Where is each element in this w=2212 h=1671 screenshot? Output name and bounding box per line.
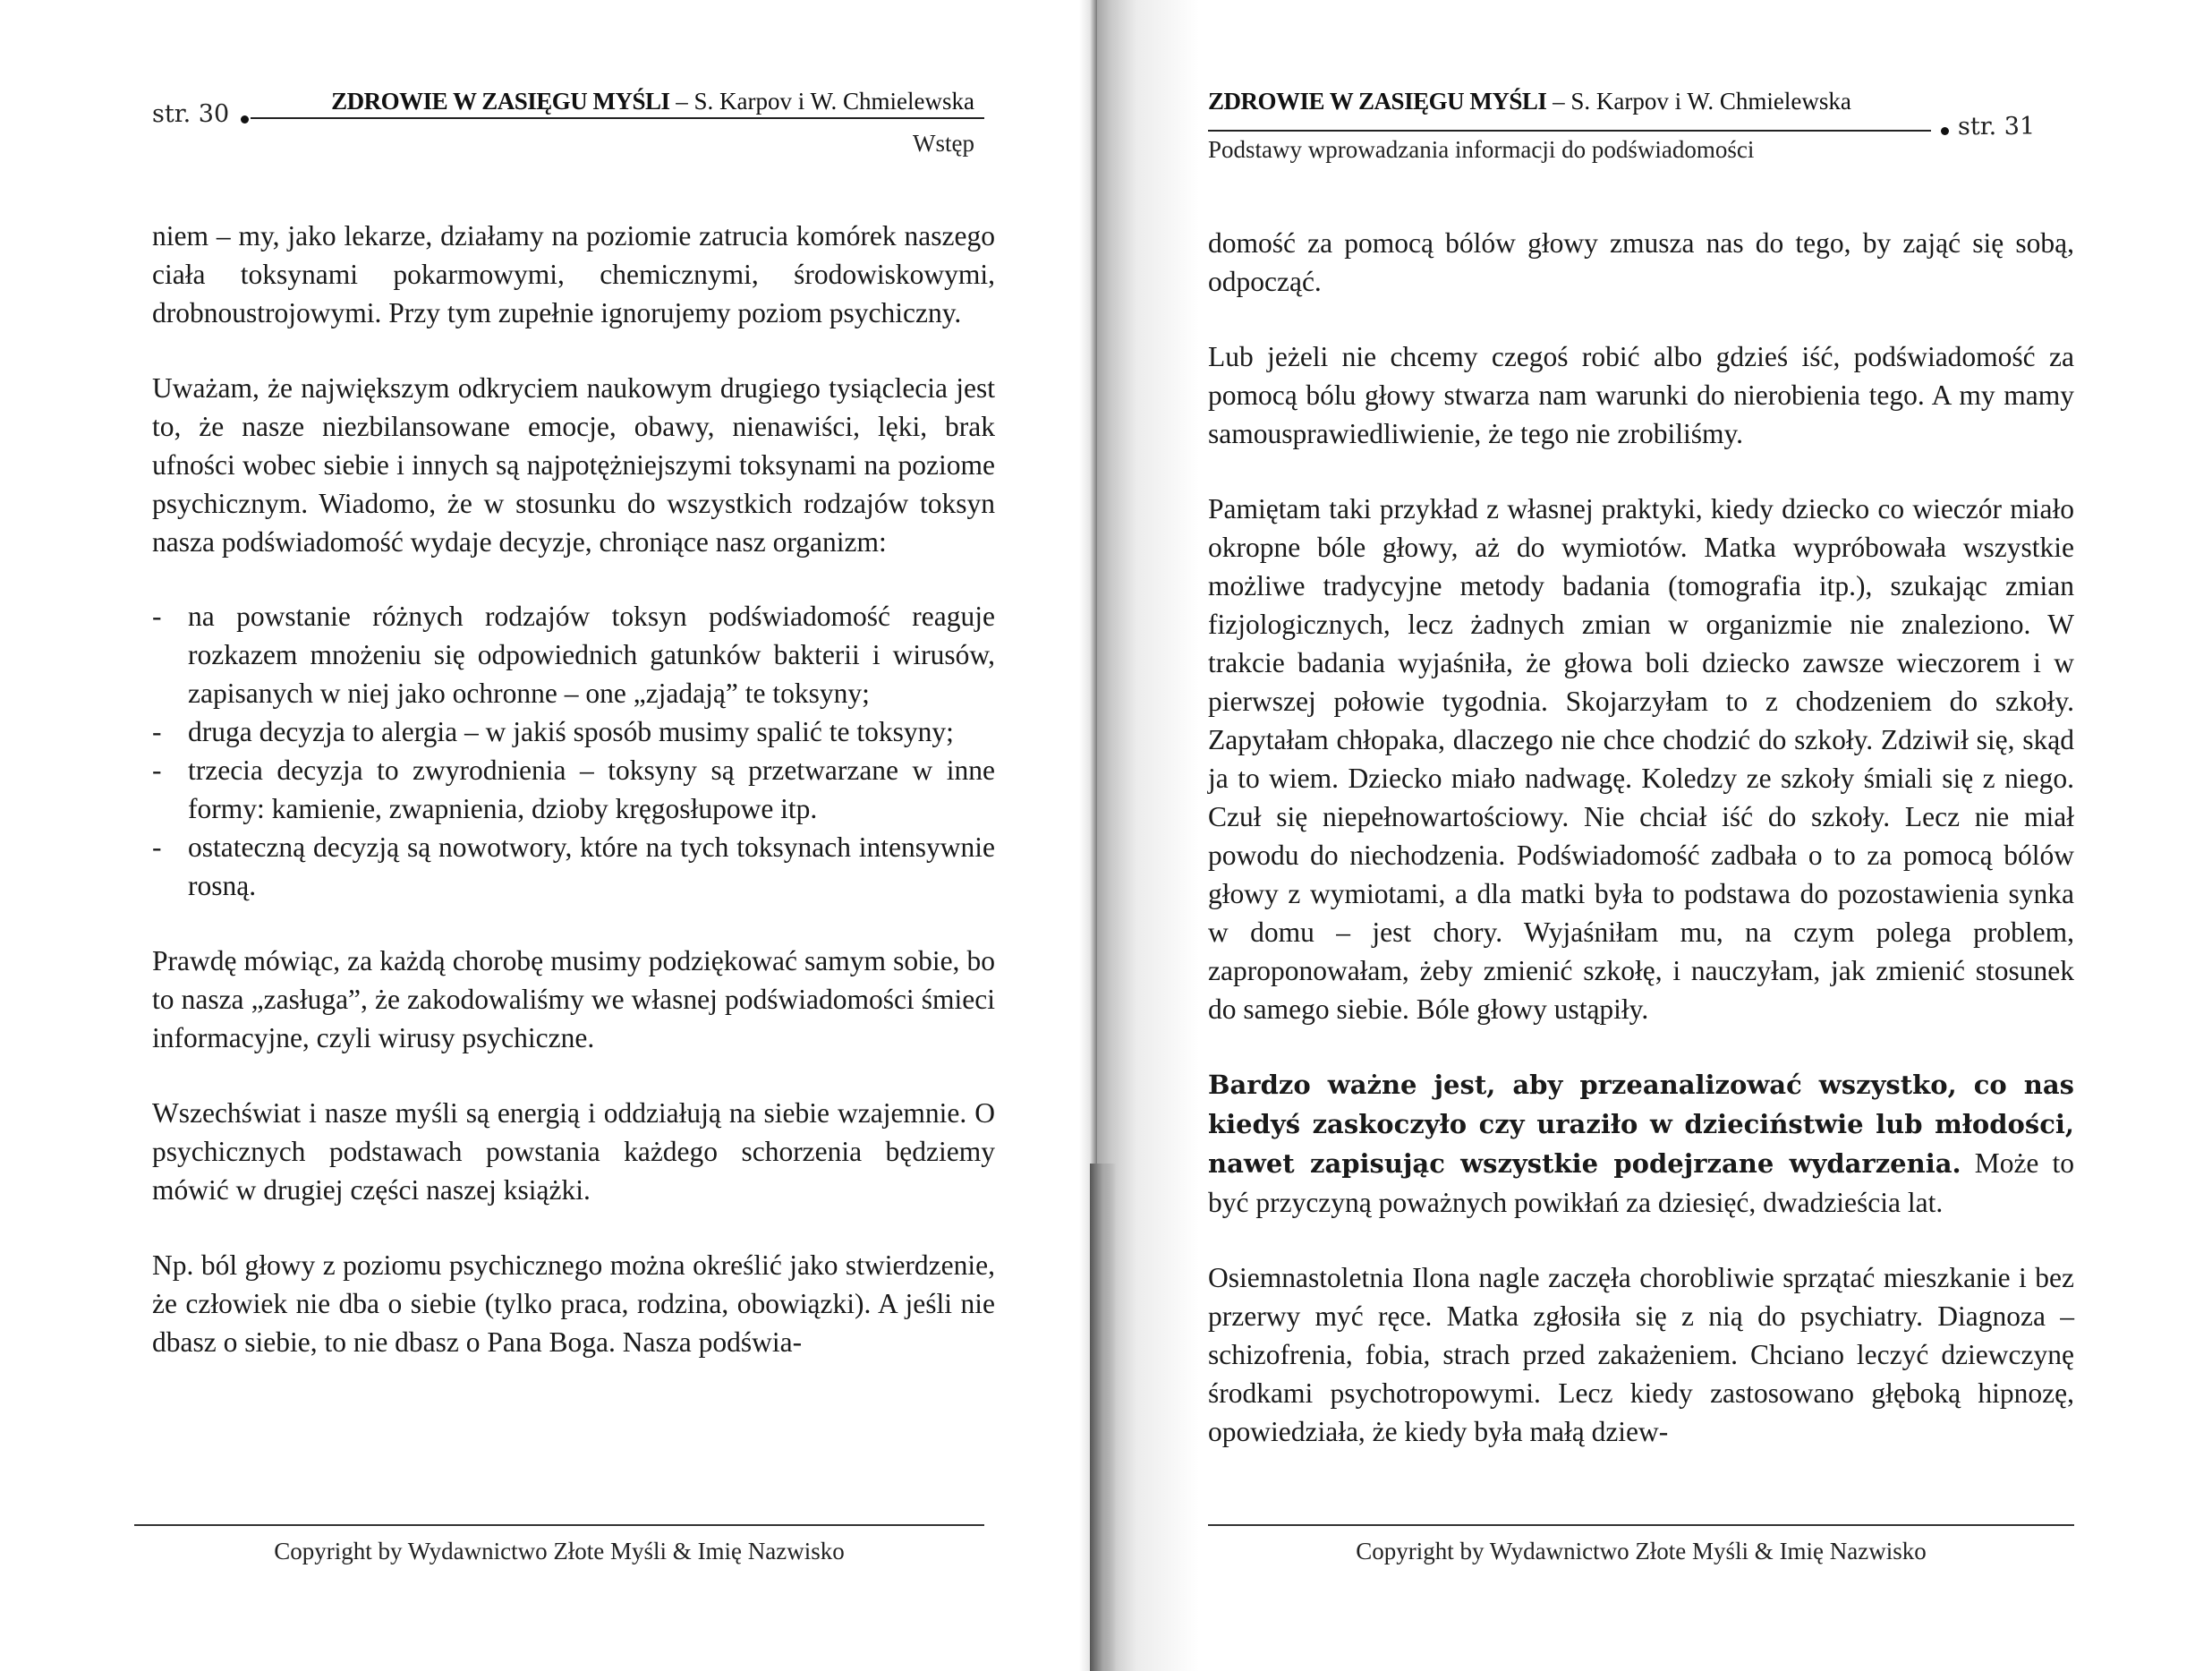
list-item [152,712,995,751]
paragraph: niem – my, jako lekarze, działamy na poziomie zatrucia komórek naszego ciała toksynami pokarmowymi, chemicznymi, środowiskowymi, drobnoustrojowymi. Przy tym zupełnie ignorujemy poziom psychiczny. [152,220,995,328]
copyright-footer: Copyright by Wydawnictwo Złote Myśli & Imię Nazwisko [1356,1538,1927,1564]
paragraph: Uważam, że największym odkryciem naukowym drugiego tysiąclecia jest to, że nasze niezbilansowane emocje, obawy, nienawiści, lęki, brak ufności wobec siebie i innych są najpotężniejszymi toksynami na poziome psychicznym. Wiadomo, że w stosunku do wszystkich rodzajów toksyn nasza podświadomość wydaje decyzje, chroniące nasz organizm: [152,372,995,558]
header-bullet [241,115,249,124]
left-page [0,0,1092,1671]
list-item-text: na powstanie różnych rodzajów toksyn podświadomość reaguje rozkazem mnożeniu się odpowiednich gatunków bakterii i wirusów, zapisanych w niej jako ochronne – one „zjadają” te toksyny; [188,601,995,709]
paragraph: Prawdę mówiąc, za każdą chorobę musimy podziękować samym sobie, bo to nasza „zasługa”, że zakodowaliśmy we własnej podświadomości śmieci informacyjne, czyli wirusy psychiczne. [152,945,995,1053]
header-rule [251,117,984,119]
copyright-footer: Copyright by Wydawnictwo Złote Myśli & Imię Nazwisko [274,1538,845,1564]
emphasis-text: Bardzo ważne jest, aby przeanalizować wszystko, co nas kiedyś zaskoczyło czy uraziło w dzieciństwie lub młodości, nawet zapisując wszystkie podejrzane wydarzenia. [1208,1070,2074,1179]
list-item-text: trzecia decyzja to zwyrodnienia – toksyny są przetwarzane w inne formy: kamienie, zwapnienia, dzioby kręgosłupowe itp. [188,755,995,824]
list-item [152,597,995,712]
list-dash: - [152,831,162,863]
footer-rule [134,1524,984,1526]
header-authors: – S. Karpov i W. Chmielewska [1546,88,1851,115]
footer-rule [1208,1524,2074,1526]
paragraph: Np. ból głowy z poziomu psychicznego można określić jako stwierdzenie, że człowiek nie dba o siebie (tylko praca, rodzina, obowiązki). A jeśli nie dbasz o siebie, to nie dbasz o Pana Boga. Nasza podświa- [152,1249,995,1358]
emphasis-paragraph [1208,1065,2074,1222]
page-number: str. 30 [152,100,230,128]
list-item-text: druga decyzja to alergia – w jakiś sposób musimy spalić te toksyny; [188,716,954,747]
header-bullet [1941,127,1949,135]
emphasis-tail: Może to być przyczyną poważnych powikłań za dziesięć, dwadzieścia lat. [1208,1147,2074,1218]
list-dash: - [152,601,162,632]
paragraph: Wszechświat i nasze myśli są energią i oddziałują na siebie wzajemnie. O psychicznych podstawach powstania każdego schorzenia będziemy mówić w drugiej części naszej książki. [152,1097,995,1206]
list-item-text: ostateczną decyzją są nowotwory, które na tych toksynach intensywnie rosną. [188,831,995,901]
paragraph: domość za pomocą bólów głowy zmusza nas do tego, by zająć się sobą, odpocząć. [1208,227,2074,297]
list-dash: - [152,716,162,747]
book-spine-shadow [1090,1164,1117,1671]
section-title: Wstęp [913,130,974,157]
right-page [1092,0,2212,1671]
paragraph: Lub jeżeli nie chcemy czegoś robić albo gdzieś iść, podświadomość za pomocą bólu głowy stwarza nam warunki do nierobienia tego. A my mamy samousprawiedliwienie, że tego nie zrobiliśmy. [1208,341,2074,449]
page-number: str. 31 [1958,113,2036,141]
left-body [152,217,995,1398]
list-dash: - [152,755,162,786]
book-title: ZDROWIE W ZASIĘGU MYŚLI [331,88,670,115]
list-item [152,751,995,828]
running-header [1208,88,1942,115]
header-authors: – S. Karpov i W. Chmielewska [669,88,974,115]
right-body [1208,224,2074,1488]
list-item [152,828,995,905]
paragraph: Pamiętam taki przykład z własnej praktyki, kiedy dziecko co wieczór miało okropne bóle głowy, aż do wymiotów. Matka wypróbowała wszystkie możliwe tradycyjne metody badania (tomografia itp.), szukając zmian fizjologicznych, lecz żadnych zmian w organizmie nie znaleziono. W trakcie badania wyjaśniła, że głowa boli dziecko zawsze wieczorem i w pierwszej połowie tygodnia. Skojarzyłam to z chodzeniem do szkoły. Zapytałam chłopaka, dlaczego nie chce chodzić do szkoły. Zdziwił się, skąd ja to wiem. Dziecko miało nadwagę. Koledzy ze szkoły śmiali się z niego. Czuł się niepełnowartościowy. Nie chciał iść do szkoły. Lecz nie miał powodu do niechodzenia. Podświadomość zadbała o to za pomocą bólów głowy z wymiotami, a dla matki była to podstawa do pozostawienia synka w domu – jest chory. Wyjaśniłam mu, na czym polega problem, zaproponowałam, żeby zmienić szkołę, i nauczyłam, jak zmienić stosunek do samego siebie. Bóle głowy ustąpiły. [1208,493,2074,1025]
header-rule [1208,130,1931,132]
toxin-decisions-list [152,597,995,905]
running-header [294,88,974,115]
section-title: Podstawy wprowadzania informacji do podświadomości [1208,136,1755,163]
paragraph: Osiemnastoletnia Ilona nagle zaczęła chorobliwie sprzątać mieszkanie i bez przerwy myć ręce. Matka zgłosiła się z nią do psychiatry. Diagnoza – schizofrenia, fobia, strach przed zakażeniem. Chciano leczyć dziewczynę środkami psychotropowymi. Lecz kiedy zastosowano głęboką hipnozę, opowiedziała, że kiedy była małą dziew- [1208,1262,2074,1447]
book-title: ZDROWIE W ZASIĘGU MYŚLI [1208,88,1547,115]
